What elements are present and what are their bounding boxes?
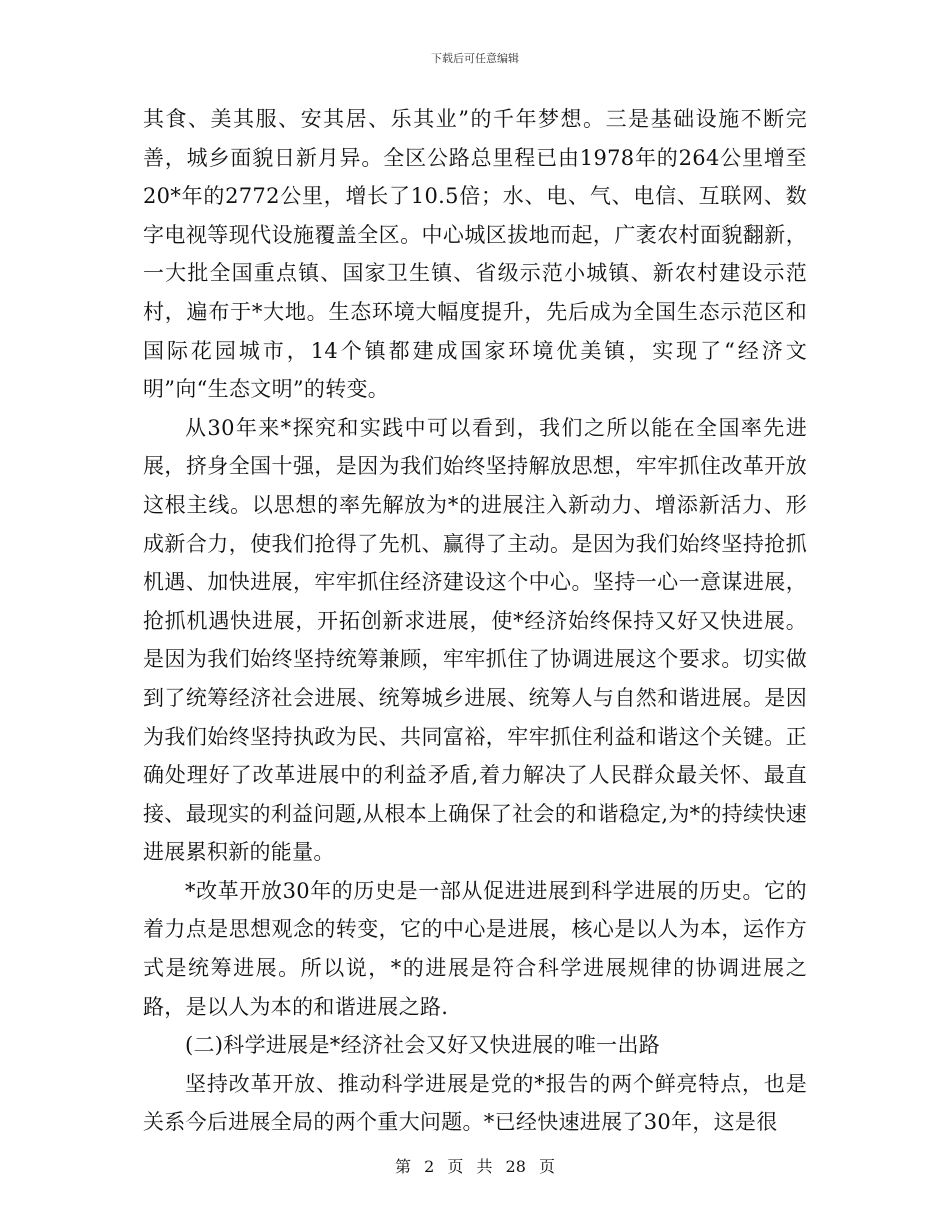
document-body: [143, 100, 807, 1142]
page-header: 下载后可任意编辑: [431, 52, 519, 65]
section-heading: (二)科学进展是*经济社会又好又快进展的唯一出路: [185, 1033, 661, 1058]
paragraph: 从30年来*探究和实践中可以看到，我们之所以能在全国率先进展，挤身全国十强，是因为我们始终坚持解放思想，牢牢抓住改革开放这根主线。以思想的率先解放为*的进展注入新动力、增添新活力、形成新合力，使我们抢得了先机、赢得了主动。是因为我们始终坚持抢抓机遇、加快进展，牢牢抓住经济建设这个中心。坚持一心一意谋进展，抢抓机遇快进展，开拓创新求进展，使*经济始终保持又好又快进展。是因为我们始终坚持统筹兼顾，牢牢抓住了协调进展这个要求。切实做到了统筹经济社会进展、统筹城乡进展、统筹人与自然和谐进展。是因为我们始终坚持执政为民、共同富裕，牢牢抓住利益和谐这个关键。正确处理好了改革进展中的利益矛盾,着力解决了人民群众最关怀、最直接、最现实的利益问题,从根本上确保了社会的和谐稳定,为*的持续快速进展累积新的能量。: [143, 415, 807, 865]
paragraph: *改革开放30年的历史是一部从促进进展到科学进展的历史。它的着力点是思想观念的转变，它的中心是进展，核心是以人为本，运作方式是统筹进展。所以说，*的进展是符合科学进展规律的协调进展之路，是以人为本的和谐进展之路.: [143, 878, 807, 1019]
paragraph: 坚持改革开放、推动科学进展是党的*报告的两个鲜亮特点，也是关系今后进展全局的两个重大问题。*已经快速进展了30年，这是很: [143, 1071, 807, 1135]
paragraph-continuation: 其食、美其服、安其居、乐其业”的千年梦想。三是基础设施不断完善，城乡面貌日新月异。全区公路总里程已由1978年的264公里增至20*年的2772公里，增长了10.5倍；水、电、气、电信、互联网、数字电视等现代设施覆盖全区。中心城区拔地而起，广袤农村面貌翻新，一大批全国重点镇、国家卫生镇、省级示范小城镇、新农村建设示范村，遍布于*大地。生态环境大幅度提升，先后成为全国生态示范区和国际花园城市，14个镇都建成国家环境优美镇，实现了“经济文明”向“生态文明”的转变。: [143, 107, 807, 402]
page-number-footer: 第 2 页 共 28 页: [395, 1157, 555, 1176]
